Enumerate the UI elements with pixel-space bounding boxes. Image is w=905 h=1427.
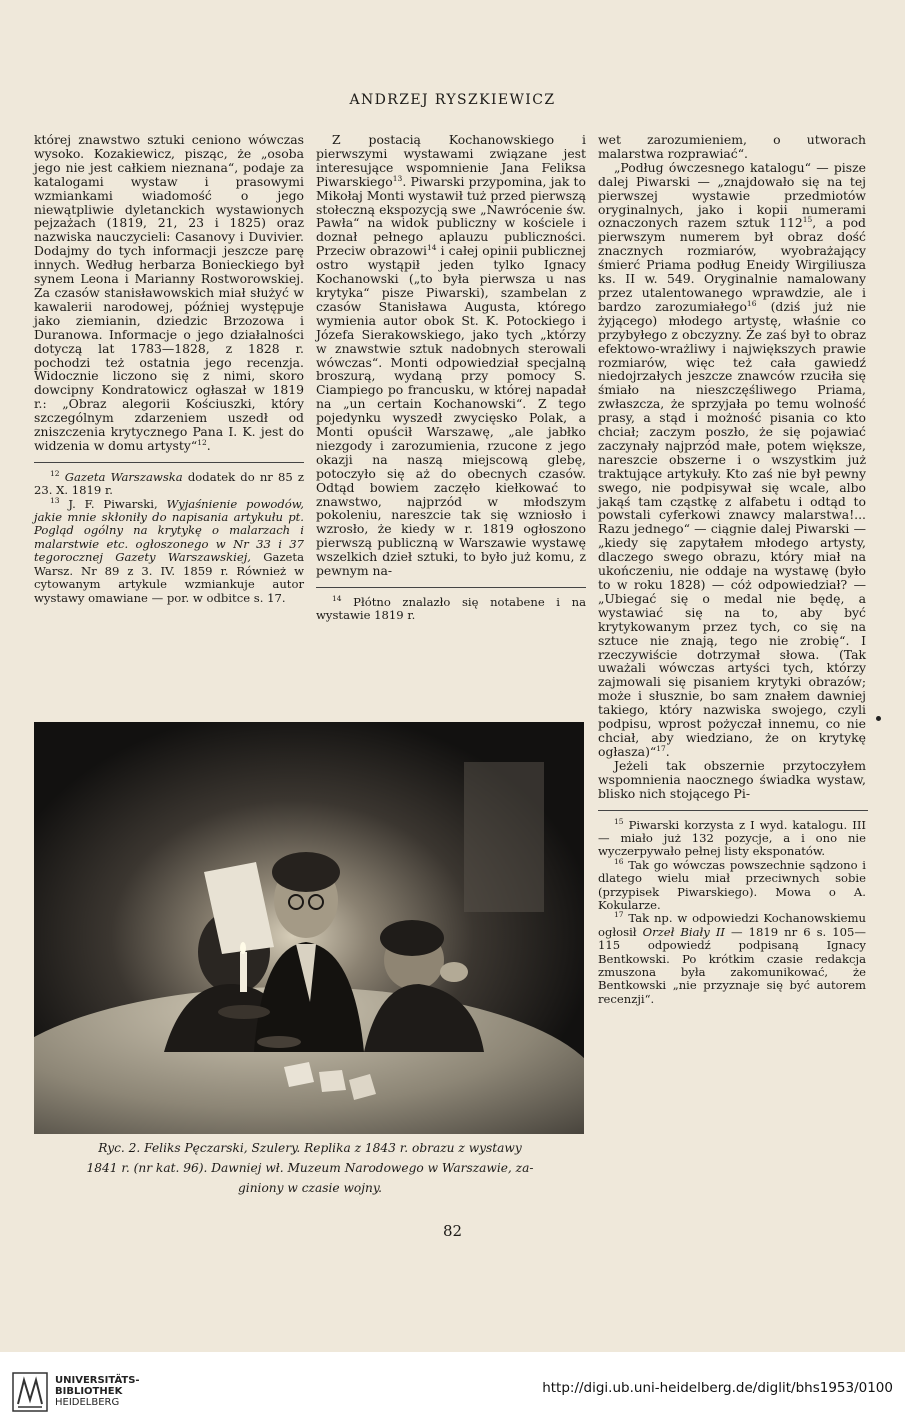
footnote-ref[interactable]: 12 xyxy=(197,437,207,447)
footnote-divider xyxy=(316,587,586,588)
university-library-logo-icon xyxy=(12,1372,48,1412)
figure-caption: Ryc. 2. Feliks Pęczarski, Szulery. Replika z 1843 r. obrazu z wystawy 1841 r. (nr kat. 96). Dawniej wł. Muzeum Narodowego w Warszawie, za- giniony w czasie wojny. xyxy=(86,1141,534,1195)
text-column-1 xyxy=(34,133,304,605)
footnote-divider xyxy=(598,810,868,811)
footnote-ref[interactable]: 17 xyxy=(656,743,666,753)
footnote-ref[interactable]: 14 xyxy=(426,243,437,253)
footnotes xyxy=(316,596,586,623)
text-column-2 xyxy=(316,133,586,623)
paragraph: której znawstwo sztuki ceniono wówczas wysoko. Kozakiewicz, pisząc, że „osoba jego nie jest całkiem nieznana“, podaje za katalogami wystaw i prasowymi wzmiankami wiadomość o jego niewątpliwie dyletanckich wystawionych pejzażach (1819, 21, 23 i 1825) oraz nazwiska nauczycieli: Casanovy i Duvivier. Dodajmy do tych informacji jeszcze parę innych. Według herbarza Bonieckiego był synem Leona i Marianny Rostworowskiej. Za czasów stanisławowskich miał służyć w kawalerii narodowej, później występuje jako ziemianin, dziedzic Brzozowa i Duranowa. Informacje o jego działalności dotyczą lat 1783—1828, z 1828 r. pochodzi też ostatnia jego recenzja. Widocznie liczono się z nimi, skoro dowcipny Kondratowicz ogłaszał w 1819 r.: „Obraz alegorii Kościuszki, który szczególnym zdarzeniem uszedł od zniszczenia krytycznego Pana I. K. jest do widzenia w domu artysty“$^{12}$. xyxy=(34,132,304,453)
text-column-3 xyxy=(598,133,866,1006)
margin-dot xyxy=(876,716,881,721)
painting-image xyxy=(34,722,584,1134)
library-name: UNIVERSITÄTS- BIBLIOTHEK HEIDELBERG xyxy=(55,1375,140,1408)
footnote-16: $^{16}$ Tak go wówczas powszechnie sądzono i dlatego wielu miał przeciwnych sobie (przypisek Piwarskiego). Mowa o A. Kokularze. xyxy=(598,856,866,912)
page-number: 82 xyxy=(442,1222,463,1240)
footnote-14: $^{14}$ Płótno znalazło się notabene i na wystawie 1819 r. xyxy=(316,594,586,623)
library-footer xyxy=(0,1352,905,1427)
painting-illustration xyxy=(34,722,584,1134)
paragraph: wet zarozumieniem, o utworach malarstwa rozprawiać“. xyxy=(598,132,866,161)
footnote-13: $^{13}$ J. F. Piwarski, Wyjaśnienie powodów, jakie mnie skłoniły do napisania artykułu pt. Pogląd ogólny na krytykę o malarzach i malarstwie etc. ogłoszonego w Nr 33 i 37 tegorocznej Gazety Warszawskiej, Gazeta Warsz. Nr 89 z 3. IV. 1859 r. Również w cytowanym artykule wzmiankuje autor wystawy omawiane — por. w odbitce s. 17. xyxy=(34,495,304,605)
footnote-ref[interactable]: 16 xyxy=(746,298,757,308)
footnotes xyxy=(34,468,305,605)
paragraph: Z postacią Kochanowskiego i pierwszymi wystawami związane jest interesujące wspomnienie Jana Feliksa Piwarskiego$^{13}$. Piwarski przypomina, jak to Mikołaj Monti wystawił tuż przed pierwszą stołeczną ekspozycją swe „Nawrócenie św. Pawła“ na widok publiczny w kościele i doznał pełnego aplauzu publiczności. Przeciw obrazowi$^{14}$ i całej opinii publicznej ostro wystąpił jeden tylko Ignacy Kochanowski („to była pierwsza u nas krytyka“ pisze Piwarski), szambelan z czasów Stanisława Augusta, którego wymienia autor obok St. K. Potockiego i Józefa Sierakowskiego, jako tych „którzy w znawstwie sztuk nadobnych sterowali wówczas“. Monti odpowiedział specjalną broszurą, wydaną przy pomocy S. Ciampiego po francusku, w której napadał na „un certain Kochanowski“. Z tego pojedynku wyszedł zwycięsko Polak, a Monti opuścił Warszawę, „ale jabłko niezgody i zarozumienia, rzucone z jego okazji na naszą miejscową glebę, potoczyło się aż do obecnych czasów. Odtąd bowiem zaczęło kiełkować to znawstwo, najprzód w młodszym pokoleniu, nareszcie tak się wzniosło i wzrosło, że kiedy w r. 1819 ogłoszono pierwszą publiczną w Warszawie wystawę wszelkich dzieł sztuki, to było już komu, z pewnym na- xyxy=(316,132,587,579)
paragraph: Jeżeli tak obszernie przytoczyłem wspomnienia naocznego świadka wystaw, blisko nich stojącego Pi- xyxy=(598,757,866,801)
running-header: ANDRZEJ RYSZKIEWICZ xyxy=(349,92,556,108)
footnote-17: $^{17}$ Tak np. w odpowiedzi Kochanowskiemu ogłosił Orzeł Biały II — 1819 nr 6 s. 105—115 odpowiedź podpisaną Ignacy Bentkowski. Po krótkim czasie redakcja zmuszona była zakomunikować, że Bentkowski „nie przyznaje się być autorem recenzji“. xyxy=(598,910,866,1006)
footnote-ref[interactable]: 15 xyxy=(802,215,813,225)
footnote-15: $^{15}$ Piwarski korzysta z I wyd. katalogu. III — miało już 132 pozycje, a i ono nie wyczerpywało pełnej listy eksponatów. xyxy=(598,816,866,859)
footnotes xyxy=(598,816,866,1007)
source-url[interactable]: http://digi.ub.uni-heidelberg.de/diglit/bhs1953/0100 xyxy=(542,1380,893,1396)
footnote-12: $^{12}$ Gazeta Warszawska dodatek do nr 85 z 23. X. 1819 r. xyxy=(34,468,305,498)
footnote-divider xyxy=(34,462,304,463)
paragraph: „Podług ówczesnego katalogu“ — pisze dalej Piwarski — „znajdowało się na tej pierwszej wystawie przedmiotów oryginalnych, jako i kopii numerami oznaczonych razem sztuk $112^{15}$, a pod pierwszym numerem był obraz dość znacznych rozmiarów, wyobrażający śmierć Priama podług Eneidy Wirgiliusza ks. II w. 549. Oryginalnie namalowany przez utalentowanego wprawdzie, ale i bardzo zarozumiałego$^{16}$ (dziś już nie żyjącego) młodego artystę, właśnie co przybyłego z obczyzny. Że zaś był to obraz efektowo-wrażliwy i największych prawie rozmiarów, więc też cała gawiedź niedojrzałych jeszcze znawców rzuciła się śmiało na nieszczęśliwego Priama, zwłaszcza, że sprzyjała po temu wolność prasy, a stąd i możność pisania co kto chciał; zaczym poszło, że się pojawiać zaczynały najprzód małe, potem większe, nareszcie obszerne i o wszystkim już traktujące artykuły. Kto zaś nie był pewny swego, nie podpisywał się wcale, albo jakąś tam cząstkę z alfabetu i odtąd to powstali cyferkowi znawcy malarstwa!... Razu jednego“ — ciągnie dalej Piwarski — „kiedy się zapytałem młodego artysty, dlaczego swego obrazu, który miał na ukończeniu, nie oddaje na wystawę (było to w roku 1828) — cóż odpowiedział? — „Ubiegać się o medal nie będę, a wystawiać się na to, aby być krytykowanym przez tych, co się na sztuce nie znają, tego nie zrobię“. I rzeczywiście dotrzymał słowa. (Tak uważali wówczas artyści tych, którzy zajmowali się pisaniem krytyki obrazów; może i słusznie, bo sam znałem dawniej takiego, który nazwiska swojego, czyli podpisu, wprost pożyczał innemu, co nie chciał, aby wiedziano, że on krytykę ogłasza)“$^{17}$. xyxy=(598,159,867,759)
footnote-ref[interactable]: 13 xyxy=(392,173,403,183)
